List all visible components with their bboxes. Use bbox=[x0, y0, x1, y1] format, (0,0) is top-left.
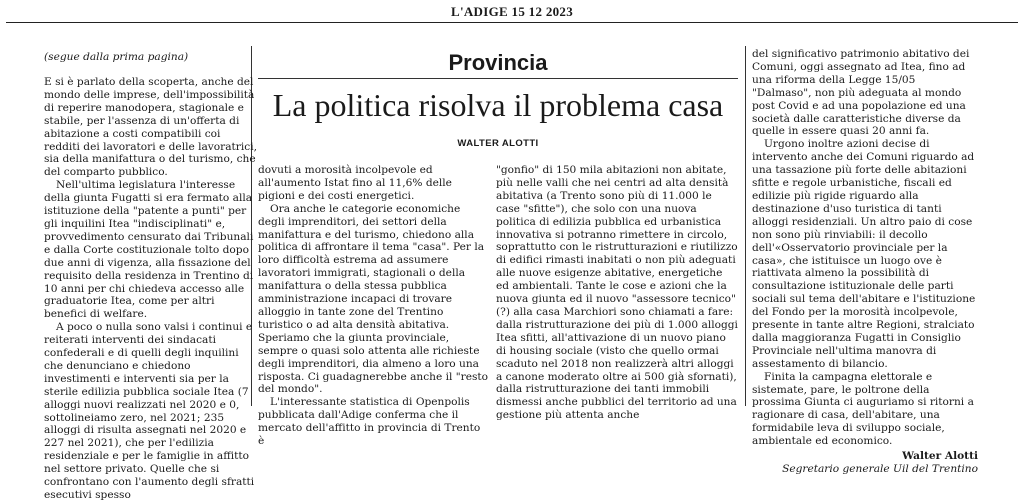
paragraph: Nell'ultima legislatura l'interesse della giunta Fugatti si era fermato alla istituzione della "patente a punti" per gli inquilini Itea "indisciplinati" e, provvedimento censurato dai Tribunali e dalla Corte costituzionale tolto dopo due anni di vigenza, alla fissazione del requisito della residenza in Trentino di 10 anni per chi chiedeva accesso alle graduatorie Itea, come per altri benefici di welfare. bbox=[44, 179, 254, 321]
section-rule bbox=[258, 78, 738, 79]
paragraph: del significativo patrimonio abitativo dei Comuni, oggi assegnato ad Itea, fino ad una riforma della Legge 15/05 "Dalmaso", non più adeguata al mondo post Covid e ad una popolazione ed una società dalle caratteristiche diverse da quelle in essere quasi 20 anni fa. bbox=[752, 48, 970, 138]
section-title: Provincia bbox=[448, 50, 548, 75]
paragraph: "gonfio" di 150 mila abitazioni non abitate, più nelle valli che nei centri ad alta densità abitativa (a Trento sono più di 11.000 le case "sfitte"), che solo con una nuova politica di edilizia pubblica ed urbanistica innovativa si potranno rimettere in circolo, soprattutto con le ristrutturazioni e riutilizzo di edifici rimasti inabitati o non più adeguati alle nuove esigenze abitative, energetiche ed ambientali. Tante le cose e azioni che la nuova giunta ed il nuovo "assessore tecnico" (?) alla casa Marchiori sono chiamati a fare: dalla ristrutturazione dei più di 1.000 alloggi Itea sfitti, all'attivazione di un nuovo piano di housing sociale (visto che quello ormai scaduto nel 2018 non realizzerà altri alloggi a canone moderato oltre ai 500 già sfornati), dalla ristrutturazione dei tanti immobili dismessi anche pubblici del territorio ad una gestione più attenta anche bbox=[496, 164, 738, 422]
masthead: L'ADIGE 15 12 2023 bbox=[450, 4, 574, 19]
paragraph: A poco o nulla sono valsi i continui e reiterati interventi dei sindacati confederali e di quelli degli inquilini che denunciano e chiedono investimenti e interventi sia per la sterile edilizia pubblica sociale Itea (7 alloggi nuovi realizzati nel 2020 e 0, sottolineiamo zero, nel 2021; 235 alloggi di risulta assegnati nel 2020 e 227 nel 2021), che per l'edilizia residenziale e per le famiglie in affitto nel settore privato. Quelle che si confrontano con l'aumento degli sfratti esecutivi spesso bbox=[44, 321, 255, 501]
article-column-2 bbox=[258, 164, 489, 448]
signature-name: Walter Alotti bbox=[902, 450, 978, 463]
paragraph: dovuti a morosità incolpevole ed all'aumento Istat fino al 11,6% delle pigioni e dei costi energetici. bbox=[258, 164, 452, 202]
masthead-rule bbox=[6, 22, 1018, 23]
column-divider bbox=[745, 46, 746, 406]
article-column-4 bbox=[752, 48, 978, 476]
signature-title: Segretario generale Uil del Trentino bbox=[782, 463, 978, 475]
paragraph: L'interessante statistica di Openpolis pubblicata dall'Adige conferma che il mercato dell'affitto in provincia di Trento è bbox=[258, 396, 481, 448]
paragraph: Urgono inoltre azioni decise di intervento anche dei Comuni riguardo ad una tassazione più forte delle abitazioni sfitte e regole urbanistiche, fiscali ed edilizie più rigide riguardo alla destinazione d'uso turistica di tanti alloggi residenziali. Un altro paio di cose non sono più rinviabili: il decollo dell'«Osservatorio provinciale per la casa», che istituisce un luogo ove è riattivata almeno la possibilità di consultazione istituzionale delle parti sociali sul tema dell'abitare e l'istituzione del Fondo per la morosità incolpevole, presente in tante altre Regioni, stralciato dalla maggioranza Fugatti in Consiglio Provinciale nell'ultima manovra di assestamento di bilancio. bbox=[752, 138, 976, 370]
article-column-3 bbox=[496, 164, 738, 422]
continuation-note: (segue dalla prima pagina) bbox=[44, 51, 189, 63]
headline: La politica risolva il problema casa bbox=[272, 87, 724, 123]
paragraph: E si è parlato della scoperta, anche del mondo delle imprese, dell'impossibilità di reperire manodopera, stagionale e stabile, per l'assenza di un'offerta di abitazione a costi compatibili coi redditi dei lavoratori e delle lavoratrici, sia della manifattura o del turismo, che del comparto pubblico. bbox=[44, 76, 257, 179]
paragraph: Finita la campagna elettorale e sistemate, pare, le poltrone della prossima Giunta ci auguriamo si ritorni a ragionare di casa, dell'abitare, una formidabile leva di sviluppo sociale, ambientale ed economico. bbox=[752, 370, 974, 448]
article-column-1 bbox=[44, 76, 258, 502]
byline: WALTER ALOTTI bbox=[457, 138, 539, 149]
paragraph: Ora anche le categorie economiche degli imprenditori, dei settori della manifattura e del turismo, chiedono alla politica di affrontare il tema "casa". Per la loro difficoltà estrema ad assumere lavoratori immigrati, stagionali o della manifattura o della stessa pubblica amministrazione incapaci di trovare alloggio in tante zone del Trentino turistico o ad alta densità abitativa. Speriamo che la giunta provinciale, sempre o quasi solo attenta alle richieste degli imprenditori, dia almeno a loro una risposta. Ci guadagnerebbe anche il "resto del mondo". bbox=[258, 202, 489, 396]
